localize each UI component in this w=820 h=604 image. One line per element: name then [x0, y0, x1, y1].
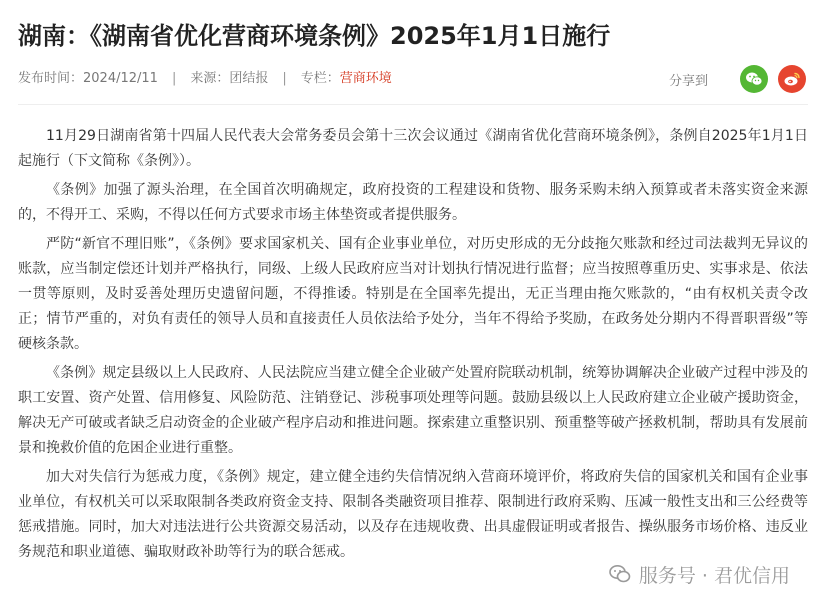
share-bar — [669, 62, 806, 96]
watermark — [605, 558, 794, 590]
wechat-watermark-icon — [609, 564, 631, 584]
article-body — [18, 124, 808, 569]
article-paragraph: 严防“新官不理旧账”，《条例》要求国家机关、国有企业事业单位，对历史形成的无分歧拖欠账款和经过司法裁判无异议的账款，应当制定偿还计划并严格执行，同级、上级人民政府应当对计划执行情况进行监督；应当按照尊重历史、实事求是、依法一贯等原则，及时妥善处理历史遗留问题，不得推诿。特别是在全国率先提出，无正当理由拖欠账款的，“由有权机关责令改正；情节严重的，对负有责任的领导人员和直接责任人员依法给予处分，当年不得给予奖励，在政务处分期内不得晋职晋级”等硬核条款。 — [18, 236, 808, 352]
column-label: 专栏： — [300, 71, 340, 86]
article-paragraph: 《条例》规定县级以上人民政府、人民法院应当建立健全企业破产处置府院联动机制，统筹协调解决企业破产过程中涉及的职工安置、资产处置、信用修复、风险防范、注销登记、涉税事项处理等问题。鼓励县级以上人民政府建立企业破产援助资金，解决无产可破或者缺乏启动资金的企业破产程序启动和推进问题。探索建立重整识别、预重整等破产拯救机制，帮助具有发展前景和挽救价值的危困企业进行重整。 — [18, 365, 808, 456]
article-paragraph: 《条例》加强了源头治理，在全国首次明确规定，政府投资的工程建设和货物、服务采购未纳入预算或者未落实资金来源的，不得开工、采购，不得以任何方式要求市场主体垫资或者提供服务。 — [18, 182, 808, 223]
publish-time: 发布时间：2024/12/11 — [18, 71, 158, 86]
article-paragraph: 11月29日湖南省第十四届人民代表大会常务委员会第十三次会议通过《湖南省优化营商环境条例》，条例自2025年1月1日起施行（下文简称《条例》）。 — [18, 128, 808, 169]
article-source: 来源：团结报 — [190, 71, 269, 86]
share-wechat-button[interactable] — [740, 65, 768, 93]
article-title: 湖南：《湖南省优化营商环境条例》2025年1月1日施行 — [18, 22, 611, 50]
meta-separator: | — [282, 71, 287, 86]
weibo-icon — [783, 71, 801, 87]
article-paragraph: 加大对失信行为惩戒力度，《条例》规定，建立健全违约失信情况纳入营商环境评价，将政府失信的国家机关和国有企业事业单位，有权机关可以采取限制各类政府资金支持、限制各类融资项目推荐、限制进行政府采购、压减一般性支出和三公经费等惩戒措施。同时，加大对违法进行公共资源交易活动，以及存在违规收费、出具虚假证明或者报告、操纵服务市场价格、违反业务规范和职业道德、骗取财政补助等行为的联合惩戒。 — [18, 469, 808, 560]
wechat-icon — [745, 71, 763, 87]
watermark-text: 服务号 · 君优信用 — [638, 564, 790, 587]
column-link[interactable]: 营商环境 — [339, 71, 392, 86]
meta-separator: | — [171, 71, 177, 86]
header-divider — [18, 104, 808, 105]
share-weibo-button[interactable] — [778, 65, 806, 93]
share-label: 分享到 — [668, 73, 708, 89]
